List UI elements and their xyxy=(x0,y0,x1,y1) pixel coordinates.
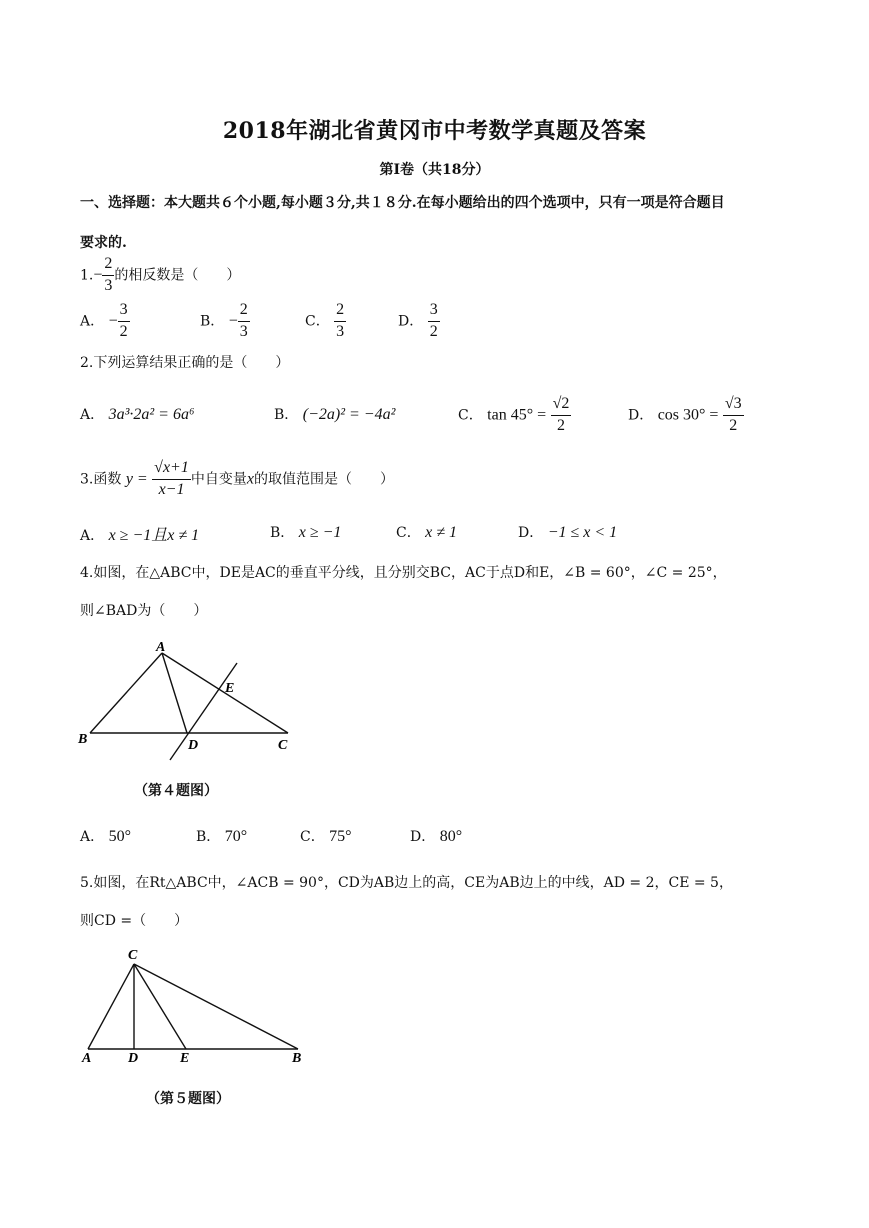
page-title: 2018年湖北省黄冈市中考数学真题及答案 xyxy=(222,118,647,144)
option-value: 50° xyxy=(108,828,131,845)
option-expression: 3a³·2a² = 6a⁶ xyxy=(108,406,195,423)
segment-ab xyxy=(90,653,162,733)
numerator: 2 xyxy=(334,302,346,322)
option-value: 80° xyxy=(439,828,463,845)
option-value: 70° xyxy=(224,828,248,845)
segment-ca-5 xyxy=(88,964,134,1049)
denominator: 2 xyxy=(556,416,565,434)
denominator: 2 xyxy=(119,322,128,340)
numerator: 2 xyxy=(102,256,114,276)
neg-sign: − xyxy=(108,312,118,330)
segment-ad xyxy=(162,653,187,733)
section-heading-line2: 要求的. xyxy=(80,235,127,251)
q4-option-b xyxy=(196,826,247,846)
option-label: B． xyxy=(270,525,295,541)
option-label: A． xyxy=(80,829,105,845)
denominator: 2 xyxy=(729,416,738,434)
question-4-line2: 则∠BAD为（ ） xyxy=(80,603,208,619)
question-text: 3.函数 xyxy=(80,471,122,488)
option-value: 75° xyxy=(329,828,352,845)
option-label: A． xyxy=(80,313,105,330)
question-number: 1. xyxy=(80,267,94,284)
question-text: 中自变量 xyxy=(190,471,247,488)
option-expression: cos 30° = xyxy=(657,406,719,424)
q4-option-a xyxy=(80,826,131,846)
numerator: 3 xyxy=(118,302,130,322)
q4-option-c xyxy=(300,826,352,846)
option-label: B． xyxy=(196,829,221,845)
figure-5-caption: （第５题图） xyxy=(146,1091,230,1107)
section-subtitle: 第Ⅰ卷（共18分） xyxy=(379,162,490,178)
label-d: D xyxy=(188,738,199,753)
section-heading-line1: 一、选择题：本大题共６个小题,每小题３分,共１８分.在每小题给出的四个选项中，只有一项是符合题目 xyxy=(80,195,725,211)
numerator: √3 xyxy=(723,396,744,416)
variable: x xyxy=(246,470,254,488)
option-label: B． xyxy=(200,313,225,330)
question-text: 的相反数是（ ） xyxy=(114,267,241,284)
option-label: A． xyxy=(80,407,105,423)
option-label: C． xyxy=(458,407,483,424)
option-label: C． xyxy=(305,313,330,330)
option-label: D． xyxy=(410,829,436,845)
option-expression: tan 45° = xyxy=(487,406,547,424)
option-expression: x ≠ 1 xyxy=(425,524,458,541)
question-2: 2.下列运算结果正确的是（ ） xyxy=(80,355,290,371)
label-c-5: C xyxy=(128,948,138,963)
option-expression: (−2a)² = −4a² xyxy=(302,406,396,423)
option-label: C． xyxy=(300,829,325,845)
question-5-line2: 则CD =（ ） xyxy=(80,913,189,929)
option-label: D． xyxy=(628,407,654,424)
denominator: 3 xyxy=(336,322,345,340)
denominator: 2 xyxy=(429,322,438,340)
question-5-line1: 5.如图，在Rt△ABC中，∠ACB = 90°，CD为AB边上的高，CE为AB边上的中线，AD = 2，CE = 5， xyxy=(80,875,733,891)
option-label: D． xyxy=(518,525,544,541)
option-label: C． xyxy=(396,525,421,541)
numerator: √2 xyxy=(551,396,572,416)
label-c: C xyxy=(278,738,288,753)
neg-sign: − xyxy=(93,266,103,284)
label-a-5: A xyxy=(82,1051,92,1066)
option-expression: x ≥ −1且x ≠ 1 xyxy=(108,527,200,544)
label-a: A xyxy=(156,640,166,655)
denominator: 3 xyxy=(239,322,248,340)
figure-4-caption: （第４题图） xyxy=(134,783,218,799)
option-label: D． xyxy=(398,313,424,330)
segment-cb-5 xyxy=(134,964,298,1049)
option-label: A． xyxy=(80,528,105,544)
label-e: E xyxy=(225,681,235,696)
option-expression: −1 ≤ x < 1 xyxy=(547,524,618,541)
numerator: 3 xyxy=(428,302,440,322)
q4-option-d xyxy=(410,826,462,846)
question-text: 的取值范围是（ ） xyxy=(253,471,394,488)
numerator: √x+1 xyxy=(152,460,191,480)
label-e-5: E xyxy=(180,1051,190,1066)
label-b: B xyxy=(78,732,88,747)
option-expression: x ≥ −1 xyxy=(298,524,342,541)
question-4-line1: 4.如图，在△ABC中，DE是AC的垂直平分线，且分别交BC，AC于点D和E，∠B = 60°，∠C = 25°， xyxy=(80,565,727,581)
denominator: x−1 xyxy=(158,480,185,498)
label-d-5: D xyxy=(128,1051,139,1066)
label-b-5: B xyxy=(292,1051,302,1066)
neg-sign: − xyxy=(228,312,238,330)
function-lhs: y = xyxy=(125,470,148,488)
denominator: 3 xyxy=(104,276,113,294)
option-label: B． xyxy=(274,407,299,423)
numerator: 2 xyxy=(238,302,250,322)
